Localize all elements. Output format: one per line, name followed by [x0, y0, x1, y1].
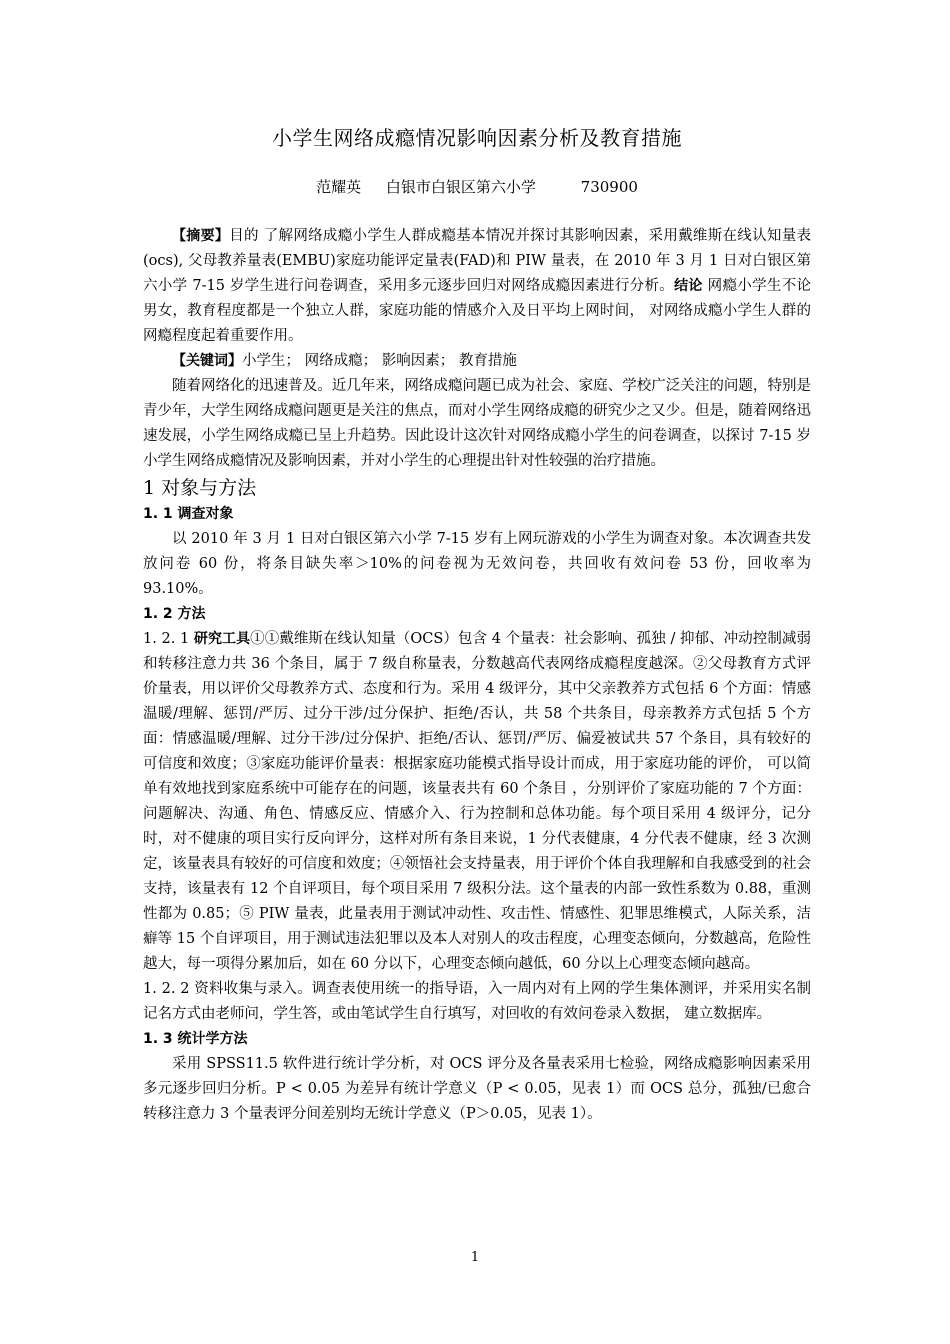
section-1-2-1-text: ①①戴维斯在线认知量（OCS）包含 4 个量表：社会影响、孤独 / 抑郁、冲动控制减弱和转移注意力共 36 个条目，属于 7 级自称量表，分数越高代表网络成瘾程度越深。②父母教育方式评价量表，用以评价父母教养方式、态度和行为。采用 4 级评分，其中父亲教养方式包括 6 个方面：情感温暖/理解、惩罚/严厉、过分干涉/过分保护、拒绝/否认，共 58 个共条目，母亲教养方式包括 5 个方面：情感温暖/理解、过分干涉/过分保护、拒绝/否认、惩罚/严厉、偏爱被试共 57 个条目，具有较好的可信度和效度；③家庭功能评价量表：根据家庭功能模式指导设计而成，用于家庭功能的评价， 可以简单有效地找到家庭系统中可能存在的问题，该量表共有 60 个条目 ，分别评价了家庭功能的 7 个方面：问题解决、沟通、角色、情感反应、情感介入、行为控制和总体功能。每个项目采用 4 级评分，记分时，对不健康的项目实行反向评分，这样对所有条目来说，1 分代表健康，4 分代表不健康，经 3 次测定，该量表具有较好的可信度和效度；④领悟社会支持量表，用于评价个体自我理解和自我感受到的社会支持，该量表有 12 个自评项目，每个项目采用 7 级积分法。这个量表的内部一致性系数为 0.88，重测性都为 0.85；⑤ PIW 量表，此量表用于测试冲动性、攻击性、情感性、犯罪思维模式，人际关系，洁癖等 15 个自评项目，用于测试违法犯罪以及本人对别人的攻击程度，心理变态倾向，分数越高，危险性越大，每一项得分累加后，如在 60 分以下，心理变态倾向越低，60 分以上心理变态倾向越高。	[143, 631, 811, 972]
author-postcode: 730900	[580, 178, 638, 196]
page-number: 1	[470, 1250, 480, 1265]
abstract-conclusion-text: 网瘾小学生不论男女，教育程度都是一个独立人群，家庭功能的情感介入及日平均上网时间， 对网络成瘾小学生人群的网瘾程度起着重要作用。	[143, 278, 812, 344]
section-1-1-text: 以 2010 年 3 月 1 日对白银区第六小学 7-15 岁有上网玩游戏的小学生为调查对象。本次调查共发放问卷 60 份，将条目缺失率＞10%的问卷视为无效问卷，共回收有效问卷 53 份，回收率为 93.10%。	[143, 531, 811, 597]
abstract-conclusion-label: 结论	[674, 278, 703, 294]
abstract-purpose-text: 了解网络成瘾小学生人群成瘾基本情况并探讨其影响因素，采用戴维斯在线认知量表(ocs), 父母教养量表(EMBU)家庭功能评定量表(FAD)和 PIW 量表，在 2010 年 3 月 1 日对白银区第六小学 7-15 岁学生进行问卷调查，采用多元逐步回归对网络成瘾因素进行分析。	[143, 228, 812, 294]
keywords-text: 小学生； 网络成瘾； 影响因素； 教育措施	[242, 353, 517, 369]
section-1-2-1-paragraph	[143, 627, 811, 977]
abstract-paragraph	[143, 224, 811, 349]
article-body	[143, 224, 811, 1127]
section-1-2-2-paragraph: 1. 2. 2 资料收集与录入。调查表使用统一的指导语，入一周内对有上网的学生集体测评，并采用实名制记名方式由老师问，学生答，或由笔试学生自行填写，对回收的有效问卷录入数据， 建立数据库。	[143, 981, 811, 1022]
abstract-label: 【摘要】	[172, 228, 230, 244]
section-1-2-1-number: 1. 2. 1	[143, 631, 194, 647]
section-1-2-heading: 1. 2 方法	[143, 606, 206, 622]
section-1-2-1-label: 研究工具	[193, 631, 251, 647]
author-line	[143, 176, 811, 197]
author-name: 范耀英	[316, 178, 362, 196]
section-1-1-heading: 1. 1 调查对象	[143, 506, 234, 522]
abstract-purpose-label: 目的	[229, 228, 259, 244]
section-1-3-heading: 1. 3 统计学方法	[143, 1031, 248, 1047]
keywords-paragraph	[143, 349, 811, 374]
author-affiliation: 白银市白银区第六小学	[385, 178, 536, 196]
section-1-heading: 1 对象与方法	[143, 477, 257, 499]
page-title: 小学生网络成瘾情况影响因素分析及教育措施	[272, 126, 682, 150]
section-1-3-text: 采用 SPSS11.5 软件进行统计学分析，对 OCS 评分及各量表采用七检验，网络成瘾影响因素采用多元逐步回归分析。P < 0.05 为差异有统计学意义（P < 0.05，见表 1）而 OCS 总分，孤独/已愈合转移注意力 3 个量表评分间差别均无统计学意义（P＞0.05，见表 1）。	[143, 1056, 811, 1122]
keywords-label: 【关键词】	[172, 353, 242, 369]
intro-paragraph: 随着网络化的迅速普及。近几年来，网络成瘾问题已成为社会、家庭、学校广泛关注的问题，特别是青少年，大学生网络成瘾问题更是关注的焦点，而对小学生网络成瘾的研究少之又少。但是，随着网络迅速发展，小学生网络成瘾已呈上升趋势。因此设计这次针对网络成瘾小学生的问卷调查，以探讨 7-15 岁小学生网络成瘾情况及影响因素，并对小学生的心理提出针对性较强的治疗措施。	[143, 378, 811, 469]
